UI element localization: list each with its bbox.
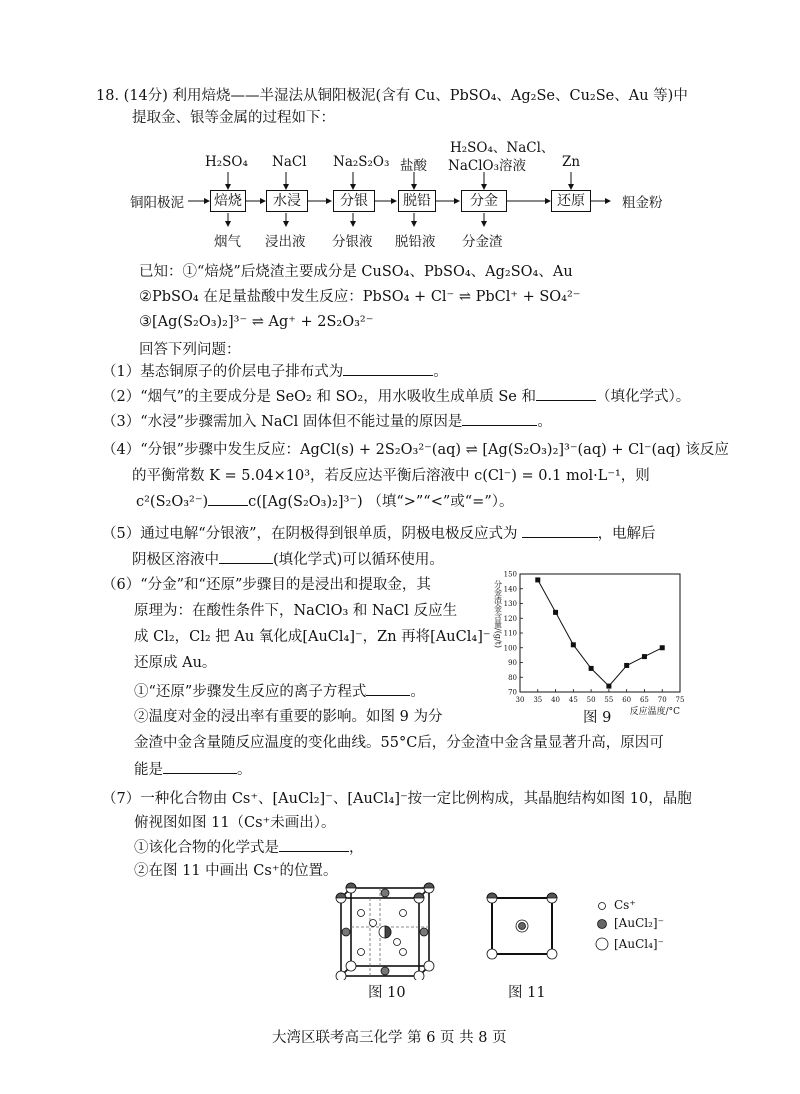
- legend-aucl4-icon: [596, 938, 608, 950]
- question-6-line1: （6）“分金”和“还原”步骤目的是浸出和提取金，其: [102, 577, 431, 593]
- answer-blank-5b[interactable]: [219, 549, 273, 564]
- answer-blank-3[interactable]: [462, 411, 537, 426]
- data-point: [571, 642, 576, 647]
- figure-10-caption: 图 10: [368, 985, 406, 1001]
- legend-cs-icon: [599, 903, 606, 910]
- input-naclo3: NaClO₃溶液: [448, 158, 526, 174]
- input-na2s2o3: Na₂S₂O₃: [333, 154, 390, 170]
- question-7-line2: 俯视图如图 11（Cs⁺未画出）。: [134, 815, 336, 831]
- x-tick-label: 50: [586, 696, 596, 704]
- y-tick-label: 140: [503, 585, 517, 594]
- answer-blank-7[interactable]: [279, 837, 349, 852]
- answer-blank-5a[interactable]: [522, 523, 598, 538]
- question-5-line2: 阴极区溶液中 (填化学式)可以循环使用。: [132, 549, 444, 570]
- answer-blank-6b[interactable]: [163, 759, 237, 774]
- y-tick-label: 80: [508, 673, 517, 682]
- question-4-line1: （4）“分银”步骤中发生反应：AgCl(s) + 2S₂O₃²⁻(aq) ⇌ [Ag(S₂O₃)₂]³⁻(aq) + Cl⁻(aq) 该反应: [102, 442, 729, 458]
- figure-11-top-view: [484, 890, 560, 962]
- input-hcl: 盐酸: [400, 158, 427, 174]
- question-6-sub2-cont: 金渣中金含量随反应温度的变化曲线。55°C后，分金渣中金含量显著升高，原因可: [134, 735, 664, 751]
- flow-end-label: 粗金粉: [622, 195, 663, 211]
- data-point: [553, 610, 558, 615]
- answer-blank-2[interactable]: [536, 386, 596, 401]
- question-6-line2: 原理为：在酸性条件下，NaClO₃ 和 NaCl 反应生: [134, 603, 458, 619]
- question-3-text: （3）“水浸”步骤需加入 NaCl 固体但不能过量的原因是: [102, 414, 463, 430]
- page-footer: 大湾区联考高三化学 第 6 页 共 8 页: [272, 1030, 507, 1046]
- figure-9-caption: 图 9: [583, 710, 612, 726]
- answer-blank-1[interactable]: [343, 361, 433, 376]
- flow-step-delead: 脱铅: [398, 190, 436, 212]
- x-tick-label: 45: [568, 696, 578, 704]
- data-point: [642, 654, 647, 659]
- data-point: [589, 666, 594, 671]
- question-7-line1: （7）一种化合物由 Cs⁺、[AuCl₂]⁻、[AuCl₄]⁻按一定比例构成，其晶胞结构如图 10，晶胞: [102, 791, 692, 807]
- question-2: （2）“烟气”的主要成分是 SeO₂ 和 SO₂，用水吸收生成单质 Se 和 （填化学式）。: [102, 386, 690, 407]
- known-3: ③[Ag(S₂O₃)₂]³⁻ ⇌ Ag⁺ + 2S₂O₃²⁻: [139, 314, 374, 330]
- flow-step-silver-sep: 分银: [333, 190, 375, 212]
- x-tick-label: 65: [639, 696, 649, 704]
- figure-9-chart: [490, 568, 690, 718]
- flow-step-water-leach: 水浸: [266, 190, 308, 212]
- question-2-text: （2）“烟气”的主要成分是 SeO₂ 和 SO₂，用水吸收生成单质 Se 和: [102, 389, 536, 405]
- question-4-line3: c²(S₂O₃²⁻) c([Ag(S₂O₃)₂]³⁻) （填“>”“<”或“=”）。: [136, 491, 514, 512]
- y-tick-label: 130: [503, 600, 517, 608]
- legend-symbols: [592, 898, 612, 958]
- flow-step-roast: 焙烧: [210, 190, 246, 212]
- x-tick-label: 40: [551, 696, 561, 704]
- figure-10-unit-cell: [333, 868, 443, 980]
- legend-cs: Cs⁺: [614, 898, 636, 912]
- flow-start-label: 铜阳极泥: [130, 195, 184, 211]
- question-1: （1）基态铜原子的价层电子排布式为 。: [102, 361, 448, 382]
- y-tick-label: 110: [503, 629, 517, 638]
- y-axis-label: 分金渣金含量/(g/t): [493, 580, 503, 648]
- data-point: [606, 684, 611, 689]
- input-h2so4: H₂SO₄: [205, 154, 248, 170]
- question-7-sub2: ②在图 11 中画出 Cs⁺的位置。: [134, 863, 338, 879]
- y-tick-label: 150: [503, 570, 517, 579]
- x-tick-label: 35: [533, 696, 543, 704]
- answer-blank-6a[interactable]: [366, 681, 410, 696]
- question-3: （3）“水浸”步骤需加入 NaCl 固体但不能过量的原因是 。: [102, 411, 552, 432]
- input-nacl: NaCl: [272, 154, 307, 170]
- x-tick-label: 75: [675, 696, 685, 704]
- known-1: 已知：①“焙烧”后烧渣主要成分是 CuSO₄、PbSO₄、Ag₂SO₄、Au: [139, 264, 573, 280]
- input-mixture: H₂SO₄、NaCl、: [450, 140, 555, 156]
- question-7-sub1: ①该化合物的化学式是 ，: [134, 837, 364, 858]
- question-6-sub2: ②温度对金的浸出率有重要的影响。如图 9 为分: [134, 709, 443, 725]
- question-6-line3: 成 Cl₂，Cl₂ 把 Au 氧化成[AuCl₄]⁻，Zn 再将[AuCl₄]⁻: [134, 629, 491, 645]
- question-4-line2: 的平衡常数 K = 5.04×10³，若反应达平衡后溶液中 c(Cl⁻) = 0.1 mol·L⁻¹，则: [132, 468, 650, 484]
- answer-blank-4[interactable]: [208, 491, 248, 506]
- input-zn: Zn: [562, 154, 581, 170]
- output-delead-liquid: 脱铅液: [395, 234, 436, 250]
- x-tick-label: 30: [515, 696, 525, 704]
- y-tick-label: 90: [508, 659, 517, 667]
- output-silver-liquid: 分银液: [332, 234, 373, 250]
- question-18-intro: 18. (14分) 利用焙烧——半湿法从铜阳极泥(含有 Cu、PbSO₄、Ag₂Se、Cu₂Se、Au 等)中: [96, 88, 688, 104]
- x-axis-label: 反应温度/°C: [629, 707, 680, 717]
- known-2: ②PbSO₄ 在足量盐酸中发生反应：PbSO₄ + Cl⁻ ⇌ PbCl⁺ + SO₄²⁻: [139, 289, 581, 305]
- x-tick-label: 55: [604, 696, 614, 704]
- x-tick-label: 60: [622, 696, 632, 704]
- question-5-line1: （5）通过电解“分银液”，在阴极得到银单质，阴极电极反应式为 ，电解后: [102, 523, 656, 544]
- data-point: [660, 645, 665, 650]
- question-6-sub1: ①“还原”步骤发生反应的离子方程式 。: [134, 681, 425, 702]
- question-1-text: （1）基态铜原子的价层电子排布式为: [102, 364, 344, 380]
- flow-step-gold-sep: 分金: [461, 190, 507, 212]
- x-tick-label: 70: [657, 696, 667, 704]
- legend-aucl2: [AuCl₂]⁻: [614, 916, 664, 930]
- output-gold-residue: 分金渣: [462, 234, 503, 250]
- output-gas: 烟气: [214, 234, 241, 250]
- question-6-sub2-end: 能是 。: [134, 759, 252, 780]
- flow-step-reduce: 还原: [551, 190, 591, 212]
- data-point: [624, 663, 629, 668]
- figure-11-caption: 图 11: [508, 985, 546, 1001]
- series-line: [538, 580, 662, 686]
- legend-aucl4: [AuCl₄]⁻: [614, 937, 664, 951]
- output-leachate: 浸出液: [265, 234, 306, 250]
- question-18-intro-cont: 提取金、银等金属的过程如下：: [132, 110, 335, 126]
- y-tick-label: 120: [503, 614, 517, 623]
- y-tick-label: 70: [508, 688, 517, 697]
- data-point: [535, 577, 540, 582]
- legend-aucl2-icon: [598, 920, 607, 929]
- y-tick-label: 100: [503, 644, 517, 653]
- question-6-line4: 还原成 Au。: [134, 655, 217, 671]
- answer-prompt: 回答下列问题：: [139, 342, 241, 358]
